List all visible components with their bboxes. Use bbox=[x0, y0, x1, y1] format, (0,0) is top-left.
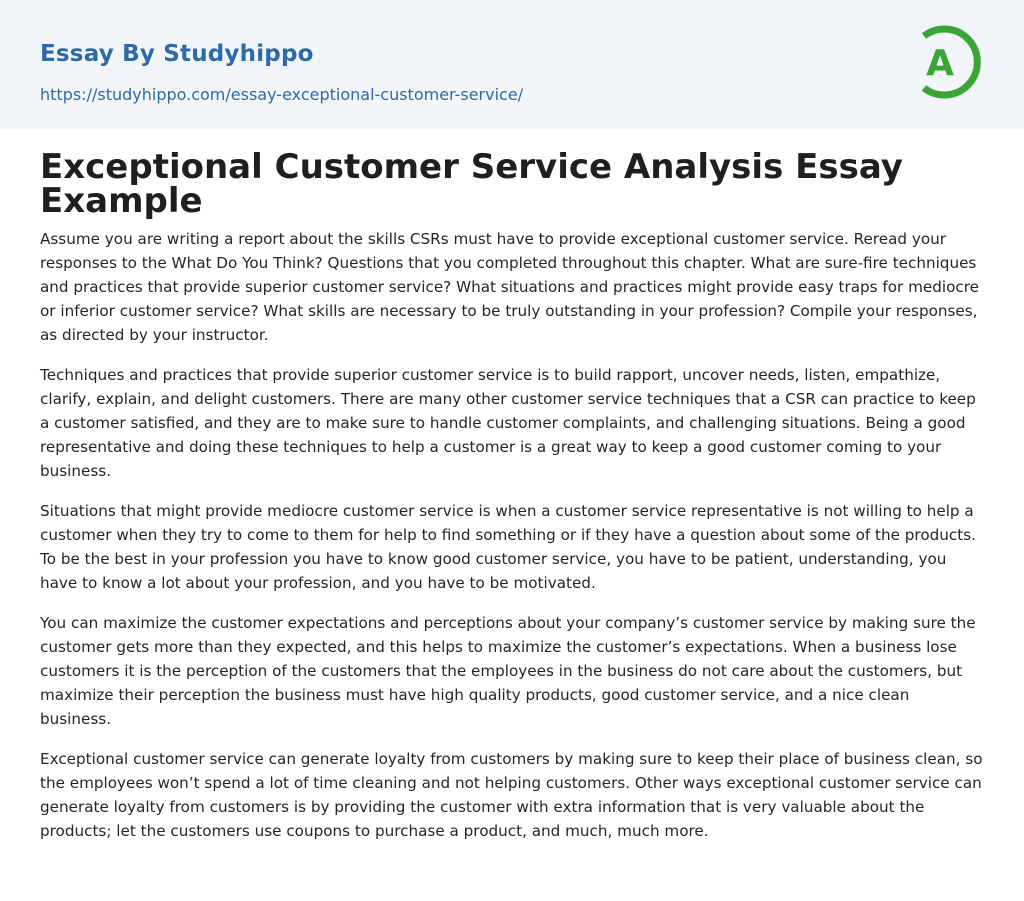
logo-letter: A bbox=[926, 43, 954, 84]
paragraph: Assume you are writing a report about the skills CSRs must have to provide exceptional customer service. Reread your responses to the What Do You Think? Questions that you completed throughout this chapter. What are sure-fire techniques and practices that provide superior customer service? What situations and practices might provide easy traps for mediocre or inferior customer service? What skills are necessary to be truly outstanding in your profession? Compile your responses, as directed by your instructor. bbox=[40, 230, 979, 344]
paragraph: Exceptional customer service can generate loyalty from customers by making sure to keep their place of business clean, so the employees won’t spend a lot of time cleaning and not helping customers. Other ways exceptional customer service can generate loyalty from customers is by providing the customer with extra information that is very valuable about the products; let the customers use coupons to purchase a product, and much, much more. bbox=[40, 750, 983, 840]
site-header bbox=[0, 0, 1024, 129]
article bbox=[0, 129, 1024, 843]
page-title: Exceptional Customer Service Analysis Essay Example bbox=[40, 147, 903, 221]
studyhippo-logo-icon[interactable] bbox=[912, 18, 986, 106]
paragraph: Techniques and practices that provide superior customer service is to build rapport, uncover needs, listen, empathize, clarify, explain, and delight customers. There are many other customer service techniques that a CSR can practice to keep a customer satisfied, and they are to make sure to handle customer complaints, and challenging situations. Being a good representative and doing these techniques to help a customer is a great way to keep a good customer coming to your business. bbox=[40, 366, 976, 480]
paragraph: Situations that might provide mediocre customer service is when a customer service representative is not willing to help a customer when they try to come to them for help to find something or if they have a question about some of the products. To be the best in your profession you have to know good customer service, you have to be patient, understanding, you have to know a lot about your profession, and you have to be motivated. bbox=[40, 502, 976, 592]
essay-url-link[interactable]: https://studyhippo.com/essay-exceptional-customer-service/ bbox=[40, 85, 524, 104]
site-brand[interactable]: Essay By Studyhippo bbox=[40, 41, 314, 67]
paragraph: You can maximize the customer expectations and perceptions about your company’s customer service by making sure the customer gets more than they expected, and this helps to maximize the customer’s expectations. When a business lose customers it is the perception of the customers that the employees in the business do not care about the customers, but maximize their perception the business must have high quality products, good customer service, and a nice clean business. bbox=[40, 614, 976, 728]
